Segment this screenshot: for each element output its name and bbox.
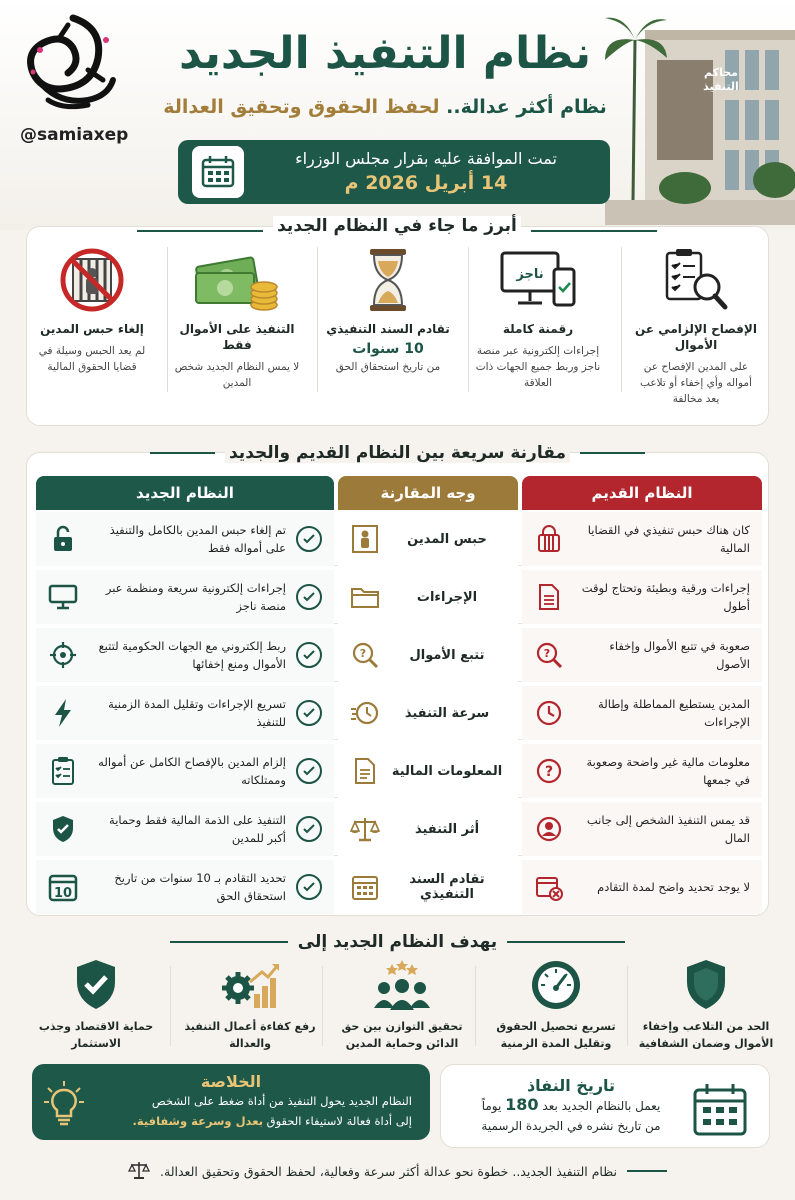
approval-banner [178,140,610,204]
footer-text: نظام التنفيذ الجديد.. خطوة نحو عدالة أكثر سرعة وفعالية، لحفظ الحقوق وتحقيق العدالة. [160,1163,617,1179]
new-cell [36,570,334,624]
divider [507,941,625,943]
divider [627,1170,667,1172]
aspect-text: تقادم السند التنفيذي [409,872,485,902]
divider [475,966,476,1046]
footer [0,1156,795,1186]
highlight-desc: لا يمس النظام الجديد شخص المدين [174,361,300,389]
svg-text:?: ? [544,764,554,780]
divider [322,966,323,1046]
new-text: تحديد التقادم بـ 10 سنوات من تاريخ استحقاق الحق [114,871,286,903]
naajez-screen-label: ناجز [516,267,544,282]
highlight-title: التنفيذ على الأموال فقط [179,322,295,352]
new-text: التنفيذ على الذمة المالية فقط وحماية أكبر للمدين [109,813,286,845]
effective-date-text [456,1076,686,1136]
highlight-no-imprisonment [28,245,156,375]
old-text: لا يوجد تحديد واضح لمدة التقادم [597,880,750,894]
subtitle-part1: نظام أكثر عدالة.. [446,96,607,118]
no-prison-icon [28,245,156,315]
aspect-cell [338,802,518,856]
new-text: إجراءات إلكترونية سريعة ومنظمة عبر منصة ناجز [105,581,286,613]
user-circle-icon [534,814,564,844]
old-text: المدين يستطيع المماطلة وإطالة الإجراءات [598,697,750,729]
calligraphy-logo [18,10,128,120]
highlights-panel [26,216,769,426]
shield-icon [637,956,775,1014]
subtitle-part2: لحفظ الحقوق وتحقيق العدالة [163,96,440,118]
summary-line2a: إلى أداة فعالة لاستيفاء الحقوق [266,1114,412,1128]
goal-text: رفع كفاءة أعمال التنفيذ والعدالة [184,1020,316,1050]
summary-title: الخلاصة [200,1072,262,1091]
clipboard-icon [48,756,78,786]
search-question-icon [350,640,380,670]
aspect-text: حبس المدين [407,531,487,547]
aspect-text: المعلومات المالية [391,763,503,779]
divider [531,230,657,232]
comparison-title: مقارنة سريعة بين النظام القديم والجديد [225,443,570,463]
account-handle[interactable]: @samiaxep [20,125,129,145]
shield-check-icon [48,814,78,844]
comparison-row [36,512,762,566]
aspect-cell [338,686,518,740]
goal-item [27,956,165,1052]
clock-icon [534,698,564,728]
comparison-header [150,443,645,463]
folder-icon [350,582,380,612]
effective-title: تاريخ النفاذ [526,1076,616,1095]
highlight-assets-only [173,245,301,391]
aspect-cell [338,860,518,914]
calendar-10-icon [48,872,78,902]
old-text: كان هناك حبس تنفيذي في القضايا المالية [587,523,750,555]
effective-line1b: يوماً [481,1099,502,1113]
old-text: معلومات مالية غير واضحة وصعوبة في جمعها [586,755,750,787]
column-header-old: النظام القديم [522,476,762,510]
comparison-row [36,802,762,856]
divider [170,966,171,1046]
hourglass-icon [324,245,452,315]
approval-date: 14 أبريل 2026 م [344,172,508,194]
divider [317,247,318,392]
new-cell [36,744,334,798]
calendar-icon [350,872,380,902]
speed-clock-icon [350,698,380,728]
highlights-title: أبرز ما جاء في النظام الجديد [273,216,521,236]
check-icon [296,816,322,842]
check-icon [296,584,322,610]
highlight-digitization [474,245,602,391]
aspect-text: سرعة التنفيذ [404,705,490,721]
calendar-icon [192,146,244,198]
people-stars-icon [333,956,471,1014]
lightning-icon [48,698,78,728]
approval-text: تمت الموافقة عليه بقرار مجلس الوزراء [295,149,557,168]
old-text: صعوبة في تتبع الأموال وإخفاء الأصول [609,639,750,671]
old-text: قد يمس التنفيذ الشخص إلى جانب المال [586,813,750,845]
person-cell-icon [350,524,380,554]
building-sign: محاكم التنفيذ [703,66,739,93]
comparison-row [36,628,762,682]
highlight-desc: إجراءات إلكترونية عبر منصة ناجز وربط جميع الجهات ذات العلاقة [475,345,601,389]
new-cell [36,686,334,740]
page-subtitle [150,96,620,118]
divider [150,452,215,454]
highlight-desc: من تاريخ استحقاق الحق [335,361,441,373]
shield-check-icon [27,956,165,1014]
divider [627,966,628,1046]
checklist-magnifier-icon [632,245,760,315]
goal-item [637,956,775,1052]
prescription-period: 10 سنوات [352,341,424,357]
effective-line2: من تاريخ نشره في الجريدة الرسمية [481,1119,661,1133]
highlight-desc: لم يعد الحبس وسيلة في قضايا الحقوق المالية [38,345,146,373]
devices-icon [474,245,602,315]
aspect-text: أثر التنفيذ [414,821,480,837]
lightbulb-icon [44,1080,84,1130]
aspect-cell [338,744,518,798]
divider [580,452,645,454]
check-icon [296,700,322,726]
aspect-text: الإجراءات [416,589,478,605]
summary-line2b: بعدل وسرعة وشفافية. [132,1114,264,1128]
new-text: تسريع الإجراءات وتقليل المدة الزمنية للتنفيذ [108,697,286,729]
new-text: ربط إلكتروني مع الجهات الحكومية لتتبع الأموال ومنع إخفائها [98,639,286,671]
highlight-title: إلغاء حبس المدين [40,322,144,336]
goals-title: يهدف النظام الجديد إلى [297,932,498,952]
summary-line2 [46,1111,416,1131]
page-title: نظام التنفيذ الجديد [178,28,592,79]
check-icon [296,874,322,900]
new-cell [36,512,334,566]
old-cell [522,802,762,856]
new-cell [36,860,334,914]
goal-item [487,956,625,1052]
paper-icon [534,582,564,612]
old-cell [522,860,762,914]
monitor-icon [48,582,78,612]
old-cell [522,628,762,682]
old-cell [522,744,762,798]
new-cell [36,802,334,856]
scale-icon [350,814,380,844]
old-cell [522,512,762,566]
check-icon [296,642,322,668]
old-text: إجراءات ورقية وبطيئة وتحتاج لوقت أطول [581,581,750,613]
goal-text: تحقيق التوازن بين حق الدائن وحماية المدين [341,1020,463,1050]
target-icon [48,640,78,670]
goal-text: تسريع تحصيل الحقوق وتقليل المدة الزمنية [496,1020,616,1050]
highlight-title: رقمنة كاملة [502,322,574,336]
check-icon [296,526,322,552]
courthouse-illustration [605,0,795,225]
new-cell [36,628,334,682]
goal-text: الحد من التلاعب وإخفاء الأموال وضمان الشفافية [638,1020,774,1050]
goal-text: حماية الاقتصاد وجذب الاستثمار [38,1020,154,1050]
aspect-cell [338,512,518,566]
search-question-icon [534,640,564,670]
money-icon [173,245,301,315]
question-circle-icon [534,756,564,786]
effective-days: 180 [505,1095,539,1114]
document-icon [350,756,380,786]
divider [137,230,263,232]
calendar-10-label: 10 [53,886,73,901]
highlight-disclosure [632,245,760,407]
goals-header [170,932,625,952]
column-header-aspect: وجه المقارنة [338,476,518,510]
old-cell [522,686,762,740]
goal-item [181,956,319,1052]
aspect-text: تتبع الأموال [409,647,485,663]
check-icon [296,758,322,784]
summary-box [32,1064,430,1140]
divider [468,247,469,392]
highlight-title: تقادم السند التنفيذي [326,322,450,336]
svg-text:?: ? [543,647,551,660]
unlock-icon [48,524,78,554]
divider [167,247,168,392]
effective-line1a: يعمل بالنظام الجديد بعد [542,1099,661,1113]
divider [170,941,288,943]
comparison-row [36,860,762,914]
comparison-row [36,686,762,740]
summary-line1: النظام الجديد يحول التنفيذ من أداة ضغط على الشخص [151,1094,412,1108]
comparison-row [36,570,762,624]
new-text: إلزام المدين بالإفصاح الكامل عن أمواله وممتلكاته [98,755,286,787]
calendar-icon [690,1080,750,1140]
effective-line1 [456,1095,686,1116]
gauge-icon [487,956,625,1014]
old-cell [522,570,762,624]
aspect-cell [338,628,518,682]
comparison-row [36,744,762,798]
highlight-title: الإفصاح الإلزامي عن الأموال [635,322,757,352]
gear-chart-icon [181,956,319,1014]
divider [621,247,622,392]
column-header-new: النظام الجديد [36,476,334,510]
scale-icon [128,1160,150,1183]
calendar-x-icon [534,872,564,902]
highlight-prescription [324,245,452,375]
prison-icon [534,524,564,554]
highlight-desc: على المدين الإفصاح عن أمواله وأي إخفاء أو تلاعب يعد مخالفة [640,361,752,405]
svg-text:?: ? [359,647,367,660]
goal-item [333,956,471,1052]
new-text: تم إلغاء حبس المدين بالكامل والتنفيذ على أمواله فقط [109,523,286,555]
aspect-cell [338,570,518,624]
